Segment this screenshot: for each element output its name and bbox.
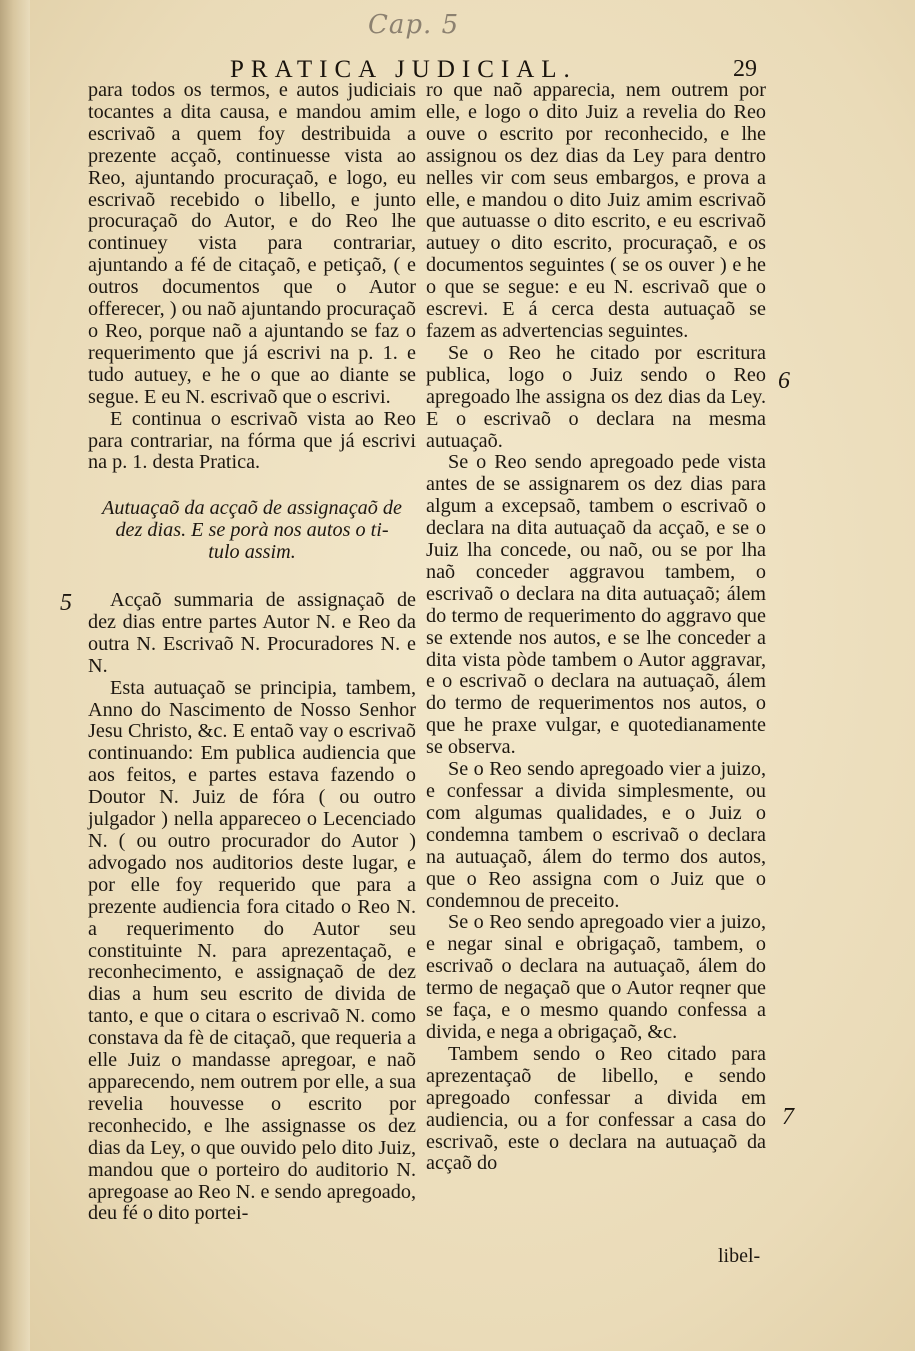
left-paragraph-2: E continua o escrivaõ vista ao Reo para contrariar, na fórma que já escrivi na p. 1. desta Pratica. (88, 407, 416, 474)
right-paragraph-1: ro que naõ apparecia, nem outrem por elle, e logo o dito Juiz a revelia do Reo ouve o escrito por reconhecido, e lhe assignou os dez dias da Ley para dentro nelles vir com seus embargos, e prova a elle, e mandou o dito Juiz amim escrivaõ que autuasse o dito escrito, e eu escrivaõ autuey o dito escrito, procuraçaõ, e os documentos seguintes ( se os ouver ) e he o que se segue: e eu N. escrivaõ que o escrevi. E á cerca desta autuaçaõ se fazem as advertencias seguintes. (426, 79, 766, 342)
binding-gutter (0, 0, 30, 1351)
manuscript-annotation: Cap. 5 (368, 10, 460, 40)
margin-number-6: 6 (778, 368, 790, 394)
right-paragraph-6: Tambem sendo o Reo citado para aprezentaçaõ de libello, e sendo apregoado confessar a divida em audiencia, ou a for confessar a casa do escrivaõ, este o declara na autuaçaõ da acçaõ do (426, 1042, 766, 1175)
running-title: PRATICA JUDICIAL. (230, 56, 577, 83)
catchword: libel- (718, 1245, 761, 1267)
section-heading-line-1: Autuaçaõ da acçaõ de assignaçaõ de (102, 497, 402, 520)
right-paragraph-4: Se o Reo sendo apregoado vier a juizo, e confessar a divida simplesmente, ou com algumas qualidades, e o Juiz o condemna tambem o escrivaõ o declara na autuaçaõ, álem do termo dos autos, que o Reo assigna com o Juiz que o condemnou de preceito. (426, 758, 766, 912)
margin-number-5: 5 (60, 590, 72, 616)
section-heading-line-2: dez dias. E se porà nos autos o ti- (115, 519, 389, 542)
section-heading (88, 498, 416, 564)
left-paragraph-3: Acçaõ summaria de assignaçaõ de dez dias entre partes Autor N. e Reo da outra N. Escrivaõ N. Procuradores N. e N. (88, 589, 416, 677)
right-paragraph-3: Se o Reo sendo apregoado pede vista antes de se assignarem os dez dias para algum a excepsaõ, tambem o escrivaõ o declara na dita autuaçaõ da acçaõ, e se o Juiz lha concede, ou naõ, ou se por lha naõ conceder aggravou tambem, o escrivaõ o declara na dita autuaçaõ; álem do termo de requerimento do aggravo que se extende nos autos, e se lhe conceder a dita vista pòde tambem o Autor aggravar, e o escrivaõ o declara na autuaçaõ, álem do termo de requerimentos nos autos, o que he praxe vulgar, e quotedianamente se observa. (426, 451, 766, 759)
section-heading-line-3: tulo assim. (208, 541, 296, 564)
right-paragraph-2: Se o Reo he citado por escritura publica, logo o Juiz sendo o Reo apregoado lhe assigna os dez dias da Ley. E o escrivaõ o declara na mesma autuaçaõ. (426, 341, 766, 452)
left-paragraph-4: Esta autuaçaõ se principia, tambem, Anno do Nascimento de Nosso Senhor Jesu Christo, &c. E entaõ vay o escrivaõ continuando: Em publica audiencia que aos feitos, e partes estava fazendo o Doutor N. Juiz de fóra ( ou outro julgador ) nella appareceo o Lecenciado N. ( ou outro procurador do Autor ) advogado nos auditorios deste lugar, e por elle foy requerido que para a prezente audiencia fora citado o Reo N. a requerimento do Autor seu constituinte N. para aprezentaçaõ, e reconhecimento, e assignaçaõ de dez dias a hum seu escrito de divida de tanto, e que o citara o escrivaõ N. como constava da fè de citaçaõ, que requeria a elle Juiz o mandasse apregoar, e naõ apparecendo, nem outrem por elle, a sua revelia houvesse o escrito por reconhecido, e lhe assignasse os dez dias da Ley, o que ouvido pelo dito Juiz, mandou que o porteiro do auditorio N. apregoase ao Reo N. e sendo apregoado, deu fé o dito portei- (88, 676, 416, 1225)
right-column (426, 80, 766, 1175)
right-paragraph-5: Se o Reo sendo apregoado vier a juizo, e negar sinal e obrigaçaõ, tambem, o escrivaõ o declara na autuaçaõ, álem do termo de negaçaõ que o Autor reqner que se faça, e o mesmo quando confessa a divida, e nega a obrigaçaõ, &c. (426, 911, 766, 1043)
margin-number-7: 7 (782, 1104, 794, 1130)
page-number: 29 (733, 56, 757, 82)
left-column (88, 80, 416, 1225)
left-paragraph-1: para todos os termos, e autos judiciais tocantes a dita causa, e mandou amim escrivaõ a quem foy destribuida a prezente acçaõ, continuesse vista ao Reo, ajuntando procuraçaõ, e logo, eu escrivaõ recebido o libello, e junto procuraçaõ do Autor, e do Reo lhe continuey vista para contrariar, ajuntando a fé de citaçaõ, e petiçaõ, ( e outros documentos que o Autor offerecer, ) ou naõ ajuntando procuraçaõ o Reo, porque naõ a ajuntando se faz o requerimento que já escrivi na p. 1. e tudo autuey, e he o que ao diante se segue. E eu N. escrivaõ que o escrivi. (88, 79, 416, 408)
